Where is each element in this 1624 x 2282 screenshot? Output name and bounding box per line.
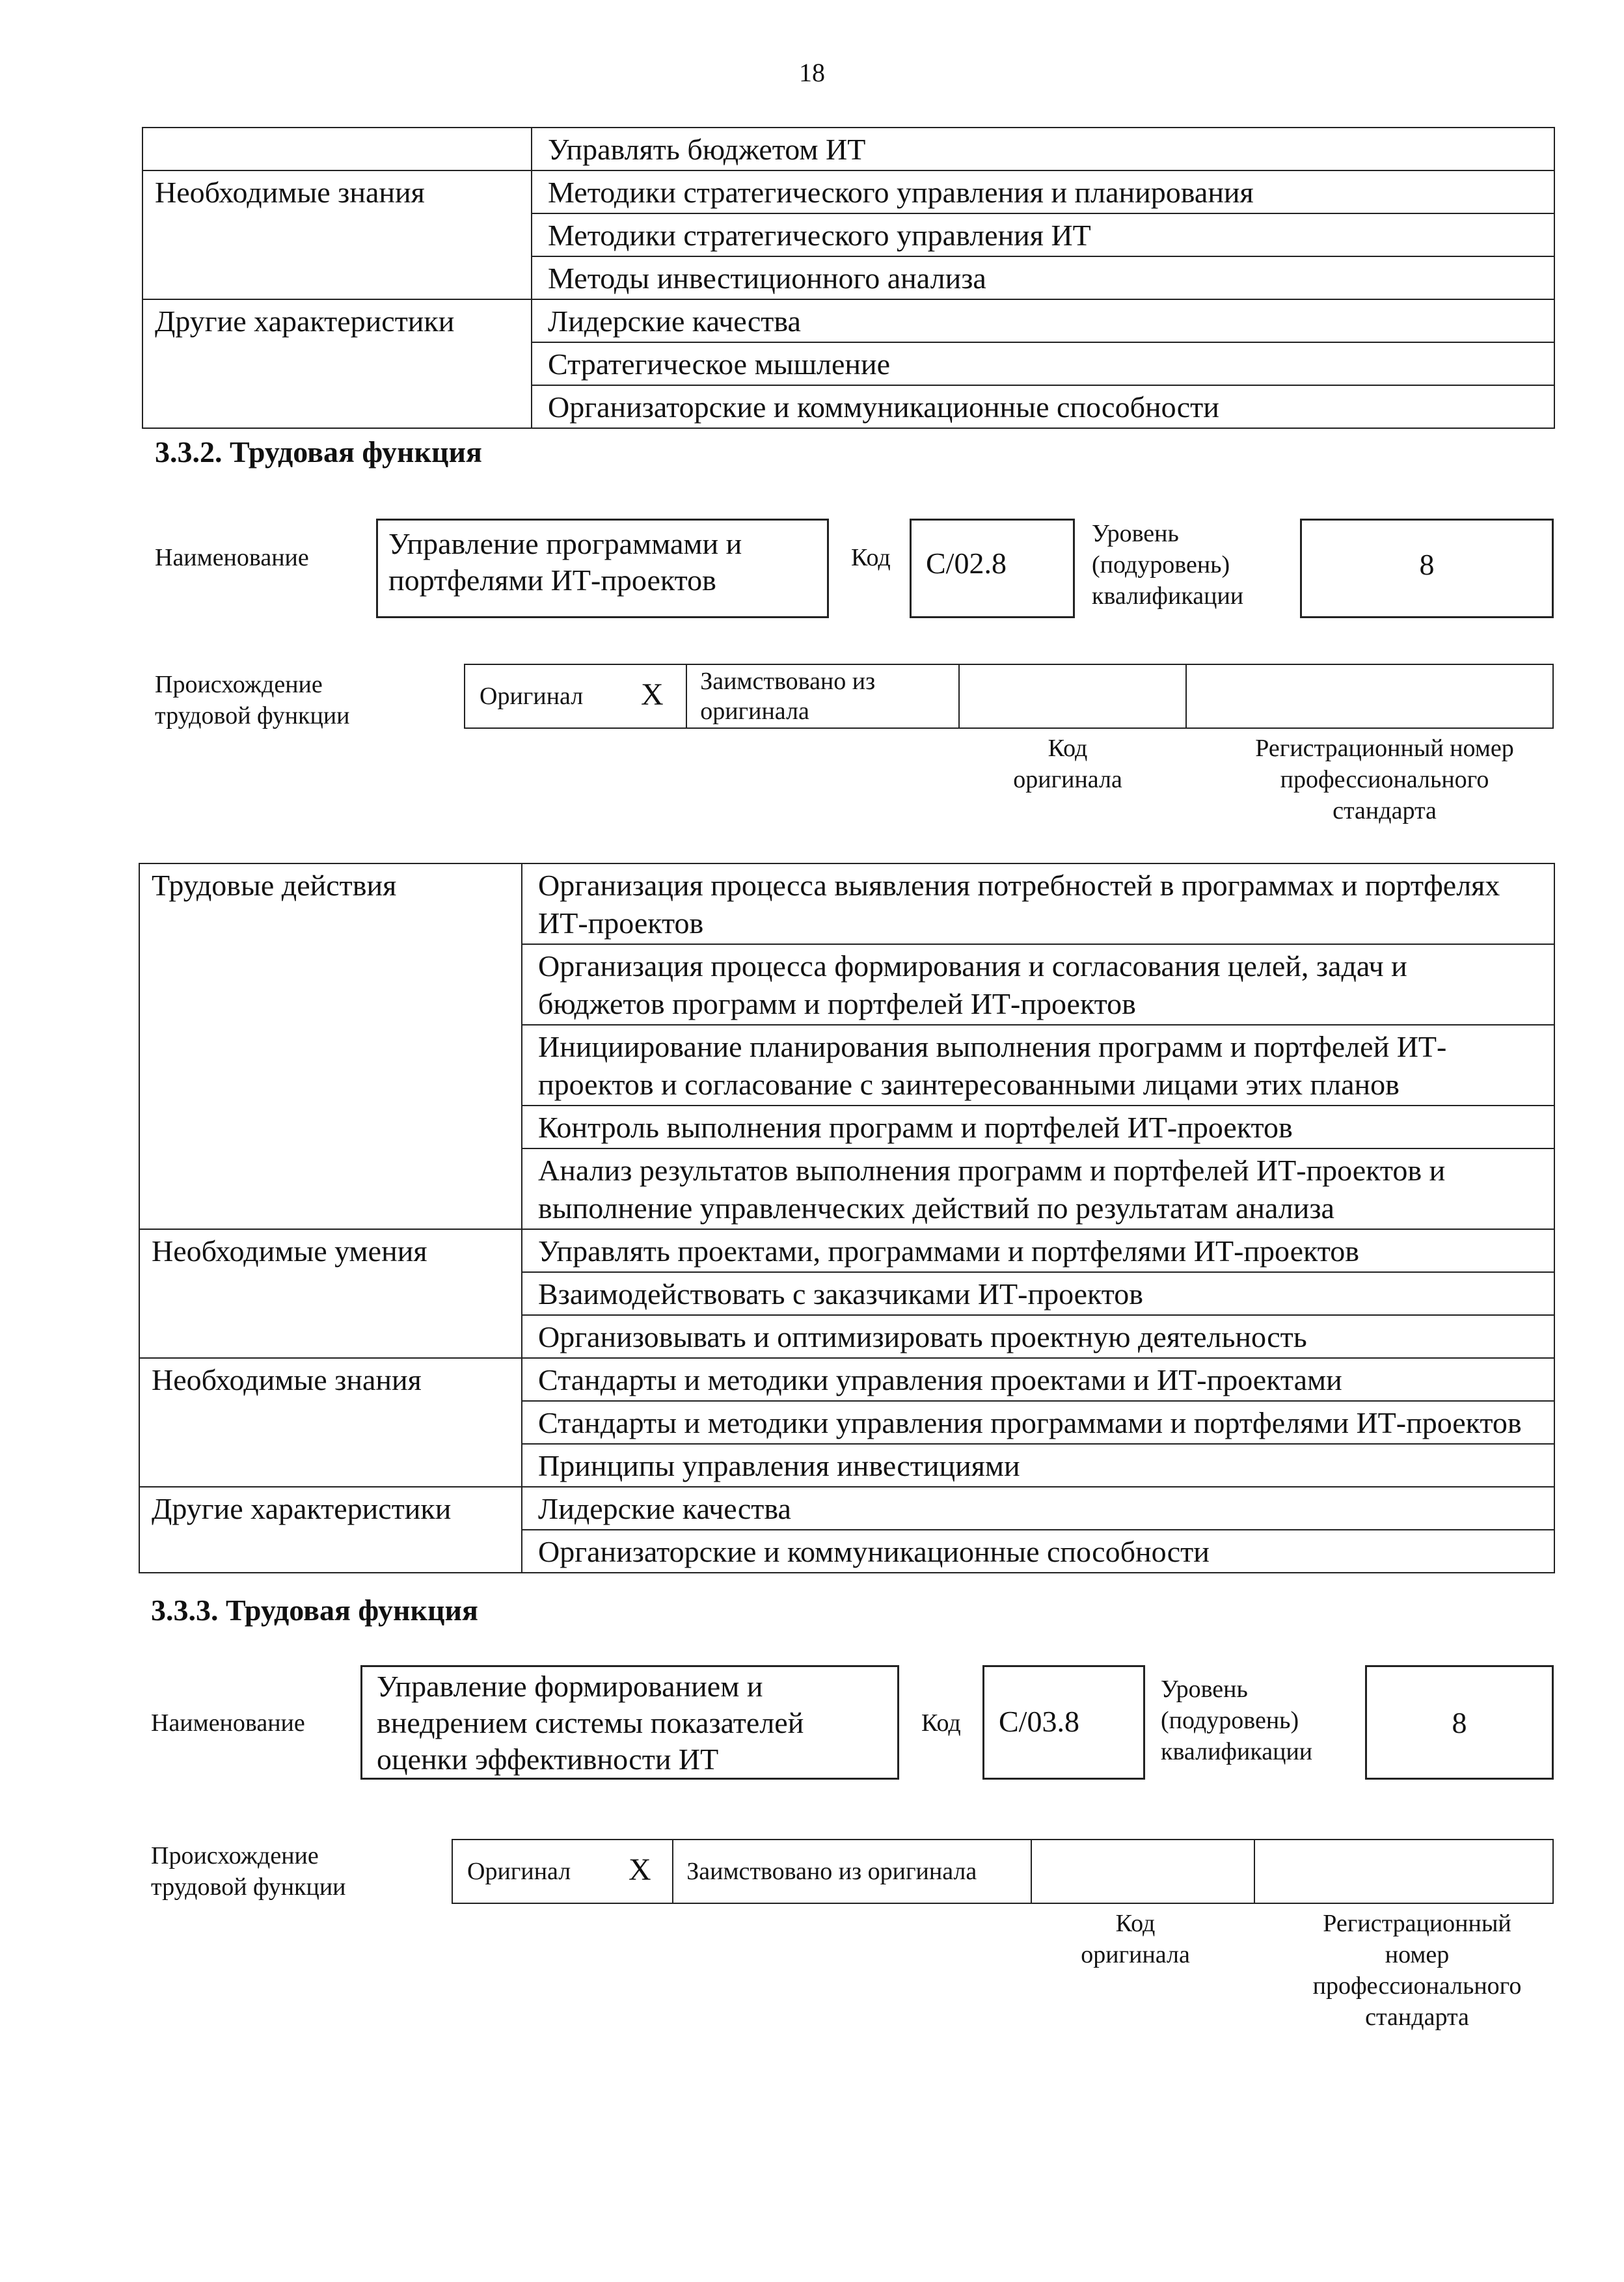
row-item: Принципы управления инвестициями bbox=[522, 1444, 1554, 1487]
borrowed-label: Заимствовано из оригинала bbox=[686, 1858, 977, 1885]
function-name-box bbox=[360, 1665, 899, 1780]
original-code-caption: Код оригинала bbox=[1081, 1910, 1190, 1968]
row-category: Трудовые действия bbox=[139, 863, 522, 1229]
row-category bbox=[142, 128, 532, 170]
table-row bbox=[139, 1487, 1554, 1530]
original-code-caption: Код оригинала bbox=[1013, 735, 1122, 793]
row-item: Организация процесса формирования и согласования целей, задач и бюджетов программ и портфелей ИТ-проектов bbox=[522, 944, 1554, 1025]
function-code-value: C/02.8 bbox=[926, 547, 1007, 580]
table-row bbox=[139, 1229, 1554, 1272]
section-heading-3-3-3: 3.3.3. Трудовая функция bbox=[151, 1594, 478, 1627]
origin-row bbox=[452, 1839, 1554, 1904]
original-code-cell bbox=[960, 665, 1187, 727]
row-category: Другие характеристики bbox=[139, 1487, 522, 1573]
qualification-level-value: 8 bbox=[1452, 1706, 1467, 1739]
row-item: Организаторские и коммуникационные способности bbox=[532, 385, 1554, 428]
row-category: Необходимые знания bbox=[139, 1358, 522, 1487]
function-name-value: Управление программами и портфелями ИТ-проектов bbox=[388, 527, 742, 597]
original-label: Оригинал bbox=[467, 1858, 571, 1885]
table2-body bbox=[139, 863, 1554, 1573]
row-item: Организаторские и коммуникационные способности bbox=[522, 1530, 1554, 1573]
registration-number-caption: Регистрационный номер профессионального стандарта bbox=[1255, 735, 1514, 824]
registration-number-cell bbox=[1255, 1840, 1552, 1903]
row-item: Организовывать и оптимизировать проектную деятельность bbox=[522, 1315, 1554, 1358]
qualification-level-label: Уровень (подуровень) квалификации bbox=[1161, 1676, 1313, 1765]
qualification-level-box bbox=[1300, 519, 1554, 618]
original-label: Оригинал bbox=[480, 683, 584, 710]
table-row bbox=[139, 1358, 1554, 1401]
function-code-box bbox=[910, 519, 1075, 618]
table-row bbox=[142, 128, 1554, 170]
original-cell bbox=[453, 1840, 673, 1903]
borrowed-label: Заимствовано из оригинала bbox=[700, 668, 876, 725]
function-name-value: Управление формированием и внедрением системы показателей оценки эффективности ИТ bbox=[377, 1670, 804, 1776]
row-item: Взаимодействовать с заказчиками ИТ-проектов bbox=[522, 1272, 1554, 1315]
function-code-value: C/03.8 bbox=[999, 1705, 1079, 1738]
labor-function-table bbox=[139, 863, 1555, 1573]
original-code-cell bbox=[1032, 1840, 1255, 1903]
code-label: Код bbox=[921, 1709, 961, 1737]
row-item: Лидерские качества bbox=[532, 299, 1554, 342]
page-number: 18 bbox=[799, 58, 825, 87]
row-item: Методы инвестиционного анализа bbox=[532, 256, 1554, 299]
name-label: Наименование bbox=[151, 1709, 305, 1737]
registration-number-cell bbox=[1187, 665, 1552, 727]
function-name-box bbox=[376, 519, 829, 618]
row-category: Необходимые умения bbox=[139, 1229, 522, 1358]
row-item: Управлять проектами, программами и портфелями ИТ-проектов bbox=[522, 1229, 1554, 1272]
borrowed-cell bbox=[673, 1840, 1032, 1903]
row-item: Лидерские качества bbox=[522, 1487, 1554, 1530]
row-item: Методики стратегического управления ИТ bbox=[532, 213, 1554, 256]
qualification-level-label: Уровень (подуровень) квалификации bbox=[1092, 520, 1244, 610]
original-mark: X bbox=[641, 677, 664, 712]
table-row bbox=[139, 863, 1554, 944]
row-item: Методики стратегического управления и планирования bbox=[532, 170, 1554, 213]
row-item: Анализ результатов выполнения программ и портфелей ИТ-проектов и выполнение управленческих действий по результатам анализа bbox=[522, 1148, 1554, 1229]
row-item: Стандарты и методики управления программами и портфелями ИТ-проектов bbox=[522, 1401, 1554, 1444]
row-item: Организация процесса выявления потребностей в программах и портфелях ИТ-проектов bbox=[522, 863, 1554, 944]
qualification-level-box bbox=[1365, 1665, 1554, 1780]
table1-body bbox=[142, 128, 1554, 428]
name-label: Наименование bbox=[155, 544, 309, 571]
registration-number-caption: Регистрационный номер профессионального стандарта bbox=[1312, 1910, 1522, 2031]
origin-row bbox=[464, 664, 1554, 729]
table-row bbox=[142, 299, 1554, 342]
origin-label: Происхождение трудовой функции bbox=[155, 671, 350, 729]
borrowed-cell bbox=[687, 665, 960, 727]
origin-label: Происхождение трудовой функции bbox=[151, 1842, 346, 1901]
skills-table-continued bbox=[142, 127, 1555, 429]
row-category: Другие характеристики bbox=[142, 299, 532, 428]
row-item: Стратегическое мышление bbox=[532, 342, 1554, 385]
row-item: Инициирование планирования выполнения программ и портфелей ИТ-проектов и согласование с заинтересованными лицами этих планов bbox=[522, 1025, 1554, 1106]
table-row bbox=[142, 170, 1554, 213]
original-mark: X bbox=[629, 1853, 651, 1887]
row-item: Контроль выполнения программ и портфелей ИТ-проектов bbox=[522, 1106, 1554, 1148]
row-item: Стандарты и методики управления проектами и ИТ-проектами bbox=[522, 1358, 1554, 1401]
code-label: Код bbox=[851, 544, 891, 571]
qualification-level-value: 8 bbox=[1419, 548, 1435, 581]
row-item: Управлять бюджетом ИТ bbox=[532, 128, 1554, 170]
original-cell bbox=[465, 665, 687, 727]
section-heading-3-3-2: 3.3.2. Трудовая функция bbox=[155, 435, 482, 469]
function-code-box bbox=[982, 1665, 1145, 1780]
row-category: Необходимые знания bbox=[142, 170, 532, 299]
